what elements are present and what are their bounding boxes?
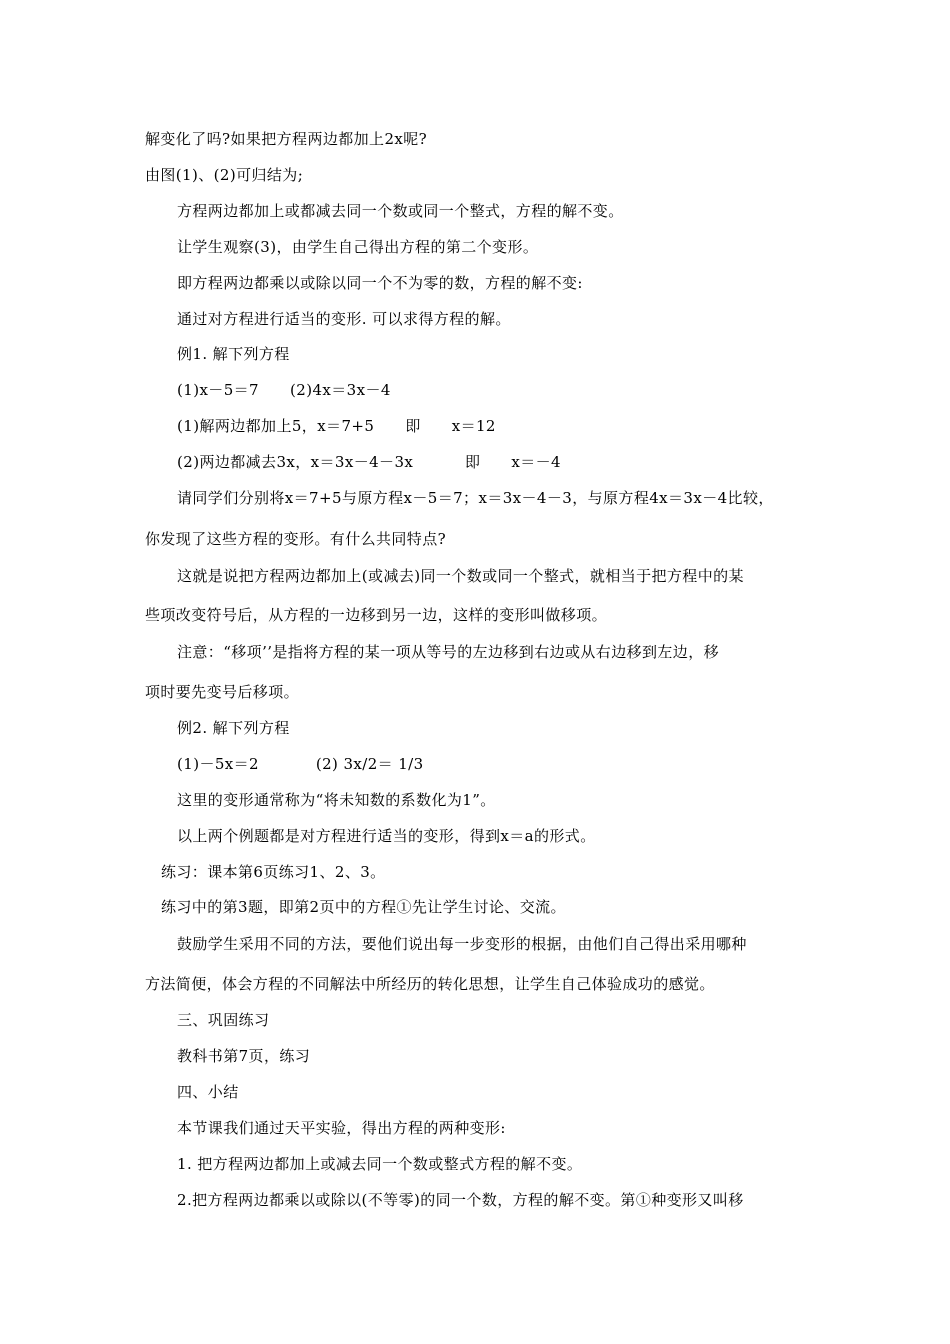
text-line-15: 注意：“移项’’是指将方程的某一项从等号的左边移到右边或从右边移到左边，移 <box>177 643 720 661</box>
text-line-14: 些项改变符号后，从方程的一边移到另一边，这样的变形叫做移项。 <box>145 606 608 624</box>
text-line-22: 练习中的第3题，即第2页中的方程①先让学生讨论、交流。 <box>161 898 566 916</box>
text-line-7: 例1. 解下列方程 <box>177 345 290 363</box>
text-line-9: (1)解两边都加上5，x＝7+5 即 x＝12 <box>177 417 496 435</box>
text-line-13: 这就是说把方程两边都加上(或减去)同一个数或同一个整式，就相当于把方程中的某 <box>177 567 744 585</box>
text-line-29: 1. 把方程两边都加上或减去同一个数或整式方程的解不变。 <box>177 1155 583 1173</box>
text-line-27: 四、小结 <box>177 1083 239 1101</box>
text-line-18: (1)－5x＝2 (2) 3x/2＝ 1/3 <box>177 755 424 773</box>
text-line-12: 你发现了这些方程的变形。有什么共同特点? <box>145 530 447 548</box>
text-line-6: 通过对方程进行适当的变形. 可以求得方程的解。 <box>177 310 511 328</box>
text-line-20: 以上两个例题都是对方程进行适当的变形，得到x＝a的形式。 <box>177 827 596 845</box>
text-line-17: 例2. 解下列方程 <box>177 719 290 737</box>
text-line-4: 让学生观察(3)，由学生自己得出方程的第二个变形。 <box>177 238 539 256</box>
text-line-3: 方程两边都加上或都减去同一个数或同一个整式，方程的解不变。 <box>177 202 624 220</box>
text-line-1: 解变化了吗?如果把方程两边都加上2x呢? <box>145 130 428 148</box>
text-line-21: 练习：课本第6页练习1、2、3。 <box>161 863 386 881</box>
text-line-16: 项时要先变号后移项。 <box>145 683 300 701</box>
text-line-23: 鼓励学生采用不同的方法，要他们说出每一步变形的根据，由他们自己得出采用哪种 <box>177 935 747 953</box>
text-line-26: 教科书第7页，练习 <box>177 1047 311 1065</box>
text-line-5: 即方程两边都乘以或除以同一个不为零的数，方程的解不变: <box>177 274 583 292</box>
text-line-28: 本节课我们通过天平实验，得出方程的两种变形: <box>177 1119 506 1137</box>
text-line-25: 三、巩固练习 <box>177 1011 270 1029</box>
text-line-8: (1)x－5＝7 (2)4x＝3x－4 <box>177 381 391 399</box>
text-line-30: 2.把方程两边都乘以或除以(不等零)的同一个数，方程的解不变。第①种变形又叫移 <box>177 1191 744 1209</box>
text-line-2: 由图(1)、(2)可归结为; <box>145 166 304 184</box>
text-line-11: 请同学们分别将x＝7+5与原方程x－5＝7；x＝3x－4－3，与原方程4x＝3x－4比较， <box>177 489 774 507</box>
text-line-19: 这里的变形通常称为“将未知数的系数化为1”。 <box>177 791 496 809</box>
text-line-10: (2)两边都减去3x，x＝3x－4－3x 即 x＝－4 <box>177 453 561 471</box>
text-line-24: 方法简便，体会方程的不同解法中所经历的转化思想，让学生自己体验成功的感觉。 <box>145 975 715 993</box>
